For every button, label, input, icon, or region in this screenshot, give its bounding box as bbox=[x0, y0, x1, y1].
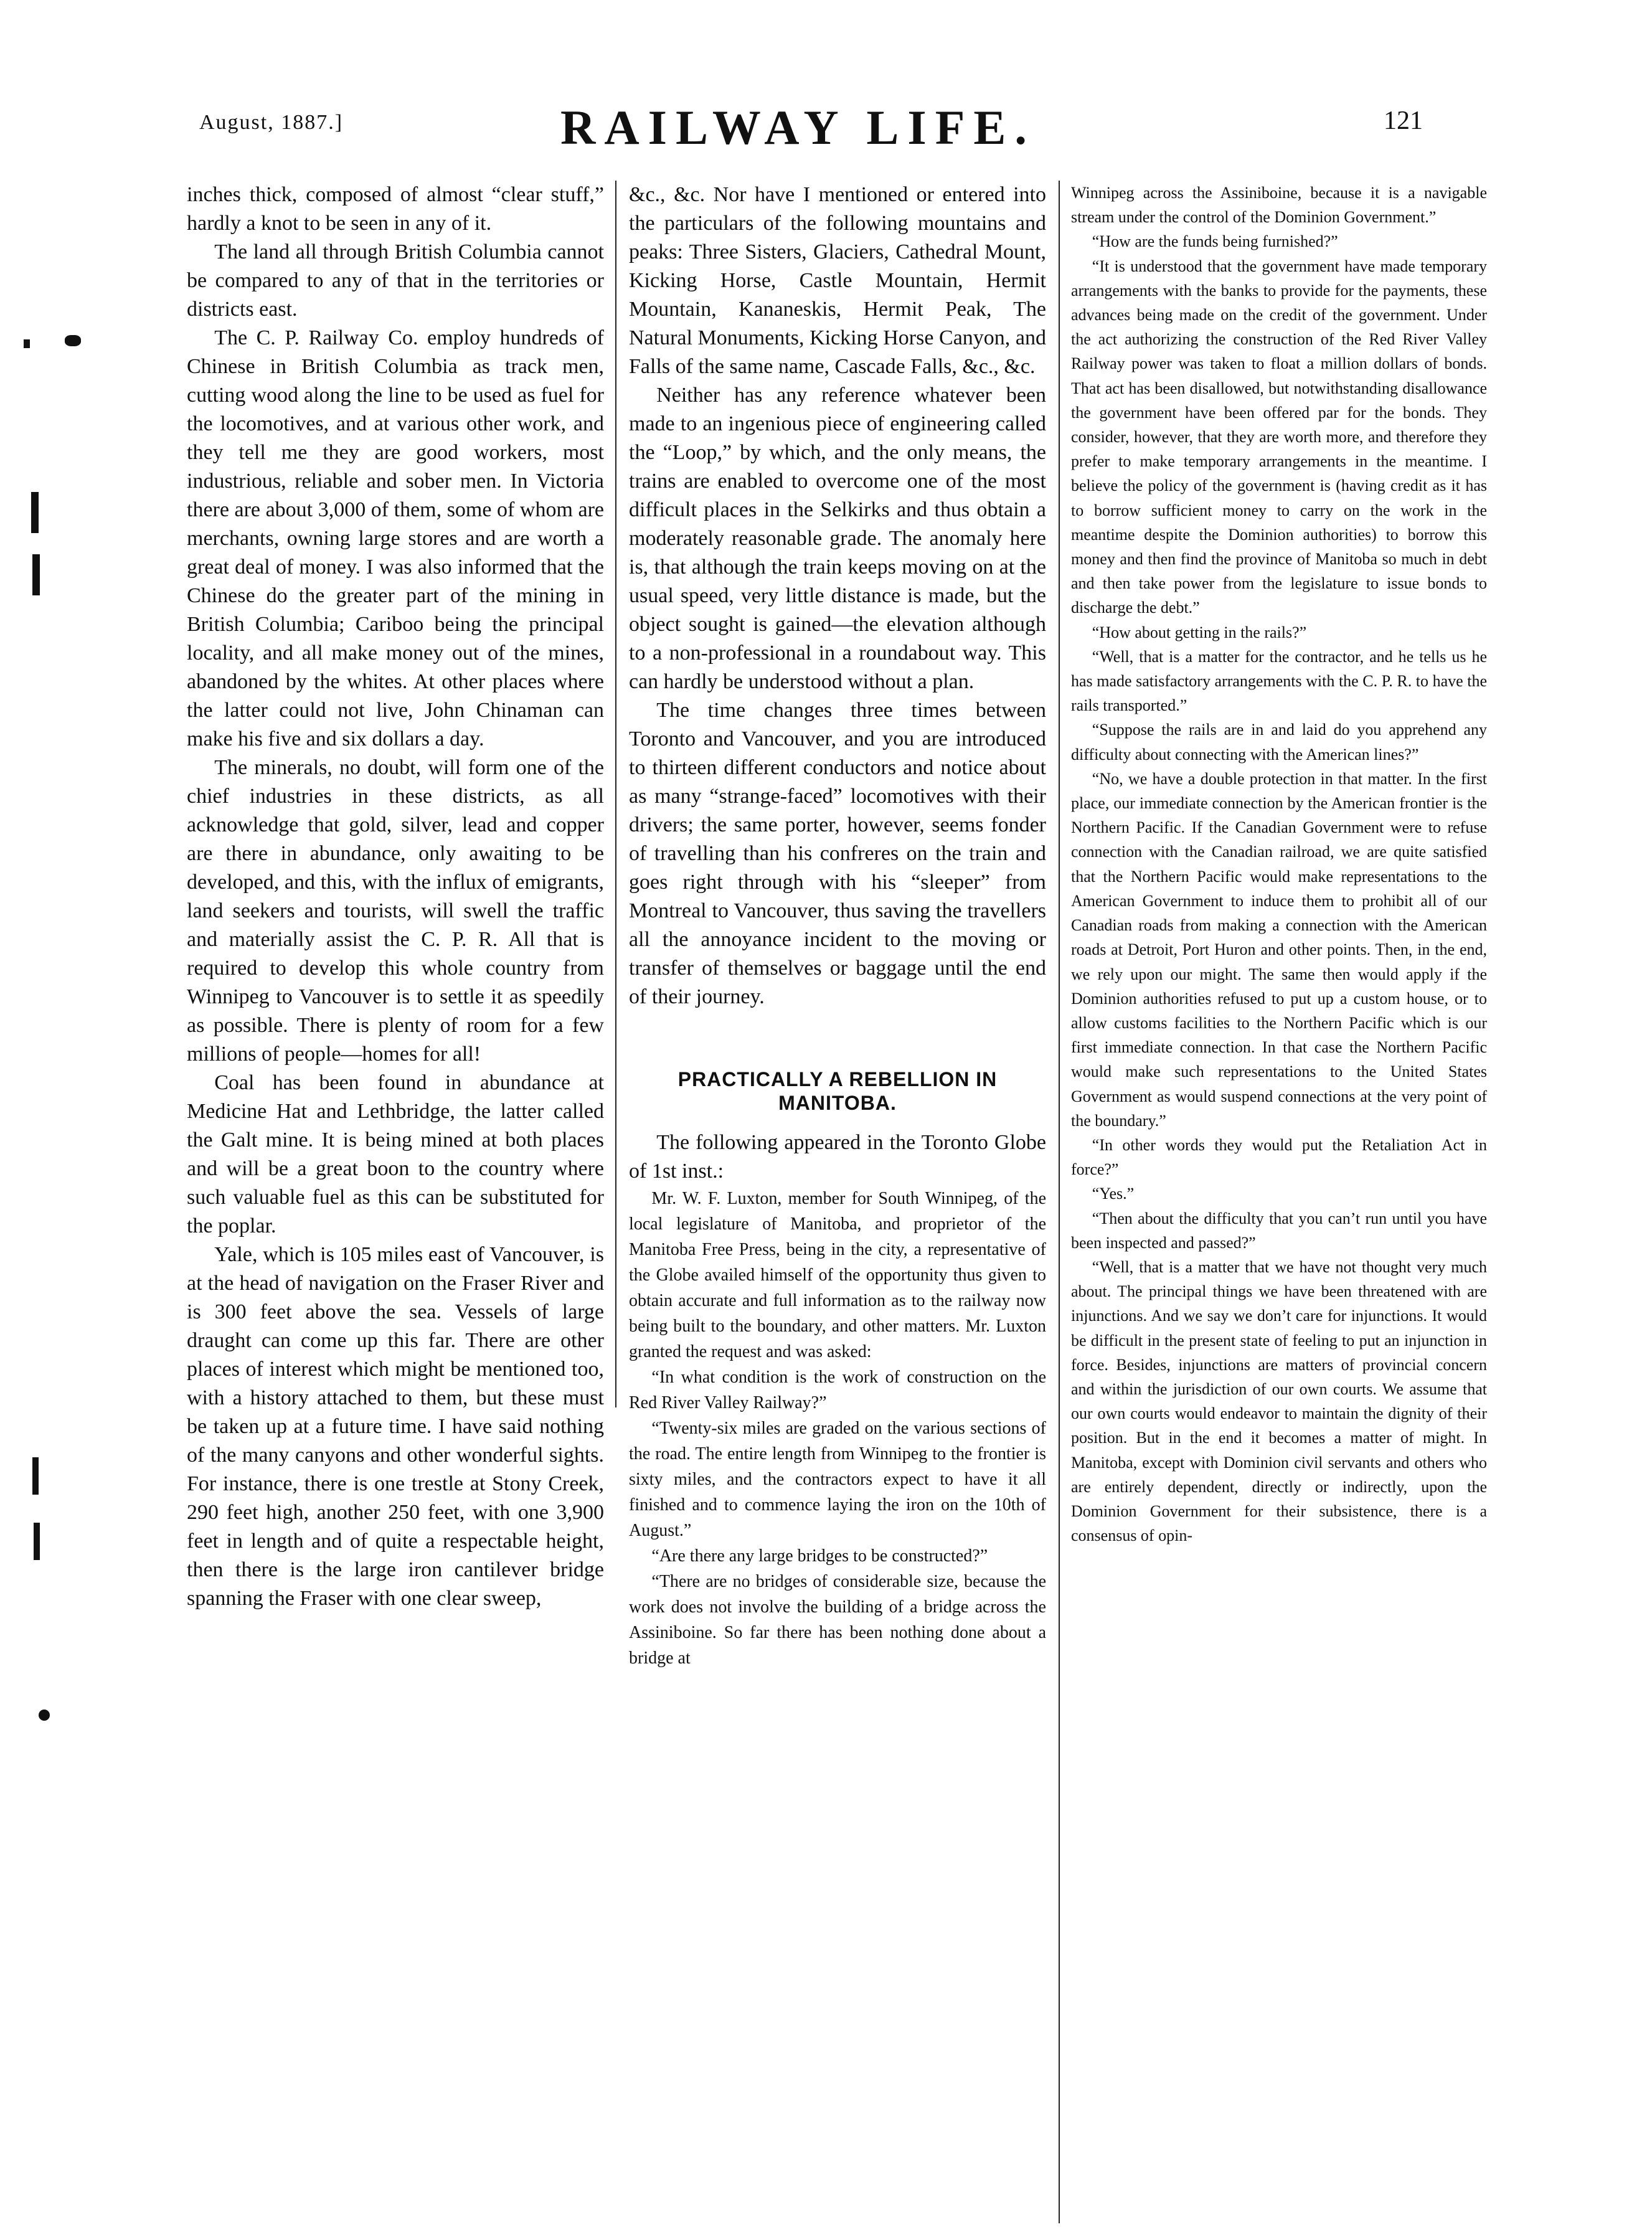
margin-speck bbox=[24, 339, 30, 348]
paragraph: “How are the funds being furnished?” bbox=[1092, 232, 1338, 251]
paragraph: The land all through British Columbia cannot be compared to any of that in the territories or districts east. bbox=[187, 240, 604, 321]
paragraph: “No, we have a double protection in that matter. In the first place, our immediate connection by the American frontier is the Northern Pacific. If the Canadian Government were to refuse connection with the Canadian railroad, we are quite satisfied that the Northern Pacific would make representations to the American Government to induce them to prohibit all of our Canadian roads from making a connection with the American roads at Detroit, Port Huron and other points. Then, in the end, we rely upon our might. The same then would apply if the Dominion authorities refused to put up a custom house, or to allow customs facilities to the Northern Pacific which is our first immediate connection. In that case the Northern Pacific would make such representations to the United States Government as would suspend connections at the very point of the boundary.” bbox=[1071, 769, 1487, 1130]
paragraph: The C. P. Railway Co. employ hundreds of Chinese in British Columbia as track men, cutting wood along the line to be used as fuel for the locomotives, and at various other work, and they tell me they are good workers, most industrious, reliable and sober men. In Victoria there are about 3,000 of them, some of whom are merchants, owning large stores and are worth a great deal of money. I was also informed that the Chinese do the greater part of the mining in British Columbia; Cariboo being the principal locality, and all make money out of the mines, abandoned by the whites. At other places where the latter could not live, John Chinaman can make his five and six dollars a day. bbox=[187, 326, 604, 750]
paragraph: “How about getting in the rails?” bbox=[1092, 623, 1307, 641]
article-body bbox=[629, 1186, 1046, 1671]
margin-speck bbox=[32, 1457, 39, 1495]
paragraph: “In other words they would put the Retaliation Act in force?” bbox=[1071, 1135, 1487, 1179]
column-1 bbox=[187, 181, 604, 2212]
paragraph: “Well, that is a matter that we have not thought very much about. The principal things we have been threatened with are injunctions. And we say we don’t care for injunctions. It would be difficult in the present state of feeling to put an injunction in force. Besides, injunctions are matters of provincial concern and within the jurisdiction of our own courts. We assume that our own courts would endeavor to maintain the dignity of their position. But in the end it becomes a matter of might. In Manitoba, except with Dominion civil servants and others who are entirely dependent, directly or indirectly, upon the Dominion Government for their subsistence, there is a consensus of opin- bbox=[1071, 1257, 1487, 1545]
column-rule-right bbox=[1059, 181, 1060, 2223]
column-2 bbox=[629, 181, 1046, 2212]
paragraph: inches thick, composed of almost “clear stuff,” hardly a knot to be seen in any of it. bbox=[187, 183, 604, 235]
column-3 bbox=[1071, 181, 1487, 2212]
paragraph: The time changes three times between Toronto and Vancouver, and you are introduced to thirteen different conductors and notice about as many “strange-faced” locomotives with their drivers; the same porter, however, seems fonder of travelling than his confreres on the train and goes right through with his “sleeper” from Montreal to Vancouver, thus saving the travellers all the annoyance incident to the moving or transfer of themselves or baggage until the end of their journey. bbox=[629, 699, 1046, 1008]
margin-speck bbox=[65, 335, 81, 346]
margin-speck bbox=[34, 1523, 40, 1560]
paragraph: “Are there any large bridges to be constructed?” bbox=[651, 1546, 988, 1566]
masthead-title: RAILWAY LIFE. bbox=[560, 100, 1036, 154]
margin-speck bbox=[39, 1710, 50, 1721]
paragraph: The minerals, no doubt, will form one of the chief industries in these districts, as all acknowledge that gold, silver, lead and copper are there in abundance, only awaiting to be developed, and this, with the influx of emigrants, land seekers and tourists, will swell the traffic and materially assist the C. P. R. All that is required to develop this whole country from Winnipeg to Vancouver is to settle it as speedily as possible. There is plenty of room for a few millions of people—homes for all! bbox=[187, 756, 604, 1066]
margin-speck bbox=[32, 554, 40, 595]
paragraph: Winnipeg across the Assiniboine, because it is a navigable stream under the control of the Dominion Government.” bbox=[1071, 184, 1487, 227]
paragraph: “Well, that is a matter for the contractor, and he tells us he has made satisfactory arrangements with the C. P. R. to have the rails transported.” bbox=[1071, 647, 1487, 715]
page-number: 121 bbox=[1384, 106, 1423, 135]
paragraph: Coal has been found in abundance at Medicine Hat and Lethbridge, the latter called the Galt mine. It is being mined at both places and will be a great boon to the country where such valuable fuel as this can be substituted for the poplar. bbox=[187, 1071, 604, 1237]
paragraph: Mr. W. F. Luxton, member for South Winnipeg, of the local legislature of Manitoba, and proprietor of the Manitoba Free Press, being in the city, a representative of the Globe availed himself of the opportunity thus given to obtain accurate and full information as to the railway now being built to the boundary, and other matters. Mr. Luxton granted the request and was asked: bbox=[629, 1189, 1046, 1361]
paragraph: Yale, which is 105 miles east of Vancouver, is at the head of navigation on the Fraser River and is 300 feet above the sea. Vessels of large draught can come up this far. There are other places of interest which might be mentioned too, with a history attached to them, but these must be taken up at a future time. I have said nothing of the many canyons and other wonderful sights. For instance, there is one trestle at Stony Creek, 290 feet high, another 250 feet, with one 3,900 feet in length and of quite a respectable height, then there is the large iron cantilever bridge spanning the Fraser with one clear sweep, bbox=[187, 1243, 604, 1610]
article-headline: PRACTICALLY A REBELLION IN MANITOBA. bbox=[677, 1068, 998, 1114]
paragraph: “Suppose the rails are in and laid do you apprehend any difficulty about connecting with the American lines?” bbox=[1071, 721, 1487, 764]
issue-date: August, 1887.] bbox=[199, 111, 344, 134]
paragraph: “Then about the difficulty that you can’t run until you have been inspected and passed?” bbox=[1071, 1209, 1487, 1252]
margin-speck bbox=[31, 492, 39, 533]
paragraph: “There are no bridges of considerable size, because the work does not involve the building of a bridge across the Assiniboine. So far there has been nothing done about a bridge at bbox=[629, 1572, 1046, 1668]
paragraph: Neither has any reference whatever been made to an ingenious piece of engineering called the “Loop,” by which, and the only means, the trains are enabled to overcome one of the most difficult places in the Selkirks and thus obtain a moderately reasonable grade. The anomaly here is, that although the train keeps moving on at the usual speed, very little distance is made, but the object sought is gained—the elevation although to a non-professional in a roundabout way. This can hardly be understood without a plan. bbox=[629, 384, 1046, 693]
article-lead: The following appeared in the Toronto Globe of 1st inst.: bbox=[629, 1131, 1046, 1183]
column-rule-left bbox=[615, 181, 616, 1407]
paragraph: &c., &c. Nor have I mentioned or entered into the particulars of the following mountains and peaks: Three Sisters, Glaciers, Cathedral Mount, Kicking Horse, Castle Mountain, Hermit Mountain, Kananeskis, Hermit Peak, The Natural Monuments, Kicking Horse Canyon, and Falls of the same name, Cascade Falls, &c., &c. bbox=[629, 183, 1046, 378]
paragraph: “Yes.” bbox=[1092, 1185, 1135, 1203]
paragraph: “Twenty-six miles are graded on the various sections of the road. The entire length from Winnipeg to the frontier is sixty miles, and the contractors expect to have it all finished and to commence laying the iron on the 10th of August.” bbox=[629, 1419, 1046, 1540]
paragraph: “In what condition is the work of construction on the Red River Valley Railway?” bbox=[629, 1368, 1046, 1412]
paragraph: “It is understood that the government have made temporary arrangements with the banks to provide for the payments, these advances being made on the credit of the government. Under the act authorizing the construction of the Red River Valley Railway power was taken to float a million dollars of bonds. That act has been disallowed, but notwithstanding disallowance the government have been offered par for the bonds. They consider, however, that they are worth more, and therefore they prefer to make temporary arrangements in the meantime. I believe the policy of the government is (having credit as it has to borrow sufficient money to carry on the work in the meantime despite the Dominion authorities) to borrow this money and then find the province of Manitoba so much in debt and then take power from the legislature to issue bonds to discharge the debt.” bbox=[1071, 257, 1487, 617]
